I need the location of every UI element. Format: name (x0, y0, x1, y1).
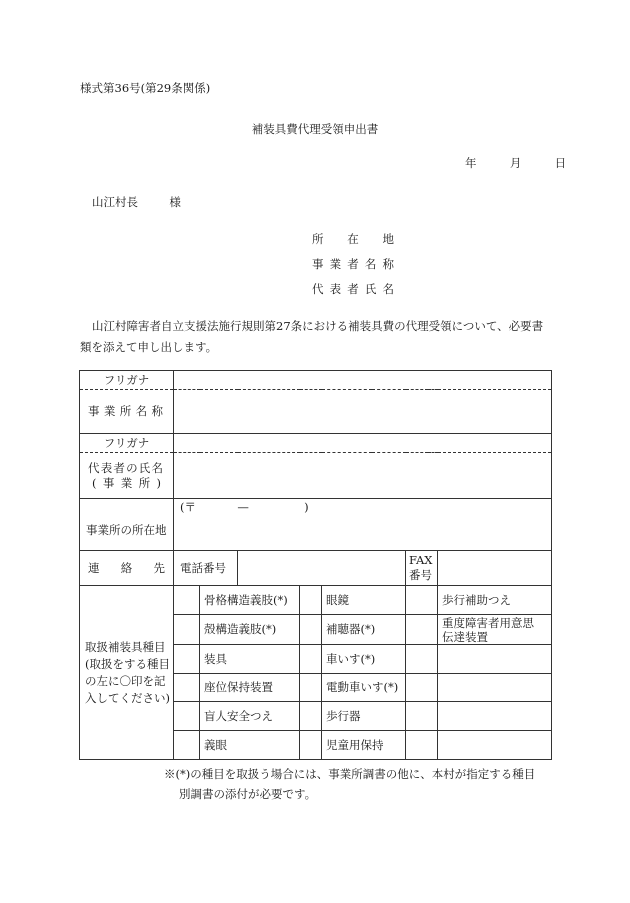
furigana-input-2[interactable] (174, 434, 552, 453)
mark-cell[interactable] (406, 615, 438, 645)
fax-label: FAX番号 (406, 551, 438, 586)
item-hearing-aid: 補聴器(*) (322, 615, 406, 645)
fax-input[interactable] (438, 551, 552, 586)
body-text-line2: 類を添えて申し出します。 (80, 340, 218, 354)
mark-cell[interactable] (174, 702, 200, 731)
mark-cell[interactable] (406, 674, 438, 702)
item-child-seat: 児童用保持 (322, 731, 406, 760)
application-form-table (79, 370, 552, 760)
mark-cell[interactable] (300, 702, 322, 731)
applicant-location-label: 所 在 地 (312, 232, 394, 246)
item-orthosis: 装具 (200, 645, 300, 674)
mark-cell[interactable] (300, 674, 322, 702)
item-shell-prosthesis: 殻構造義肢(*) (200, 615, 300, 645)
item-empty (438, 674, 552, 702)
mark-cell[interactable] (174, 674, 200, 702)
addressee (92, 194, 181, 210)
furigana-input-1[interactable] (174, 371, 552, 390)
mark-cell[interactable] (300, 645, 322, 674)
furigana-label-1: フリガナ (80, 371, 174, 390)
mark-cell[interactable] (406, 702, 438, 731)
item-seating-device: 座位保持装置 (200, 674, 300, 702)
representative-name-label: 代 表 者 の 氏 名 ( 事 業 所 ) (80, 453, 174, 499)
mark-cell[interactable] (300, 615, 322, 645)
item-glasses: 眼鏡 (322, 586, 406, 615)
item-skeletal-prosthesis: 骨格構造義肢(*) (200, 586, 300, 615)
phone-label: 電話番号 (174, 551, 238, 586)
addressee-honorific: 様 (169, 195, 181, 209)
mark-cell[interactable] (174, 731, 200, 760)
mark-cell[interactable] (406, 731, 438, 760)
mark-cell[interactable] (300, 586, 322, 615)
date-month: 月 (509, 156, 522, 170)
addressee-name: 山江村長 (92, 195, 138, 209)
item-walker: 歩行器 (322, 702, 406, 731)
date-line (465, 155, 566, 171)
item-artificial-eye: 義眼 (200, 731, 300, 760)
footnote-line2: 別調書の添付が必要です。 (179, 787, 317, 801)
mark-cell[interactable] (174, 586, 200, 615)
date-day: 日 (554, 156, 567, 170)
representative-name-input[interactable] (174, 453, 552, 499)
item-communication-device: 重度障害者用意思伝達装置 (438, 615, 552, 645)
phone-input[interactable] (238, 551, 406, 586)
footnote-line1: ※(*)の種目を取扱う場合には、事業所調書の他に、本村が指定する種目 (164, 767, 536, 781)
office-name-label: 事 業 所 名 称 (80, 390, 174, 434)
contact-label: 連 絡 先 (80, 551, 174, 586)
item-empty (438, 702, 552, 731)
form-number: 様式第36号(第29条関係) (80, 81, 211, 95)
mark-cell[interactable] (406, 586, 438, 615)
postal-close: ) (304, 500, 309, 514)
applicant-business-name-label: 事 業 者 名 称 (312, 257, 394, 271)
postal-dash: — (237, 500, 249, 514)
item-white-cane: 盲人安全つえ (200, 702, 300, 731)
item-empty (438, 645, 552, 674)
furigana-label-2: フリガナ (80, 434, 174, 453)
mark-cell[interactable] (300, 731, 322, 760)
item-walking-cane: 歩行補助つえ (438, 586, 552, 615)
postal-prefix: (〒 (180, 500, 196, 514)
date-year: 年 (465, 156, 477, 170)
mark-cell[interactable] (406, 645, 438, 674)
item-electric-wheelchair: 電動車いす(*) (322, 674, 406, 702)
office-address-label: 事業所の所在地 (80, 499, 174, 551)
item-empty (438, 731, 552, 760)
item-wheelchair: 車いす(*) (322, 645, 406, 674)
document-title: 補装具費代理受領申出書 (251, 122, 379, 136)
mark-cell[interactable] (174, 645, 200, 674)
applicant-representative-label: 代 表 者 氏 名 (312, 282, 394, 296)
category-label: 取扱補装具種目(取扱をする種目の左に〇印を記入してください) (80, 586, 174, 760)
office-address-input[interactable] (174, 499, 552, 551)
mark-cell[interactable] (174, 615, 200, 645)
office-name-input[interactable] (174, 390, 552, 434)
body-text-line1: 山江村障害者自立支援法施行規則第27条における補装具費の代理受領について、必要書 (92, 319, 544, 333)
